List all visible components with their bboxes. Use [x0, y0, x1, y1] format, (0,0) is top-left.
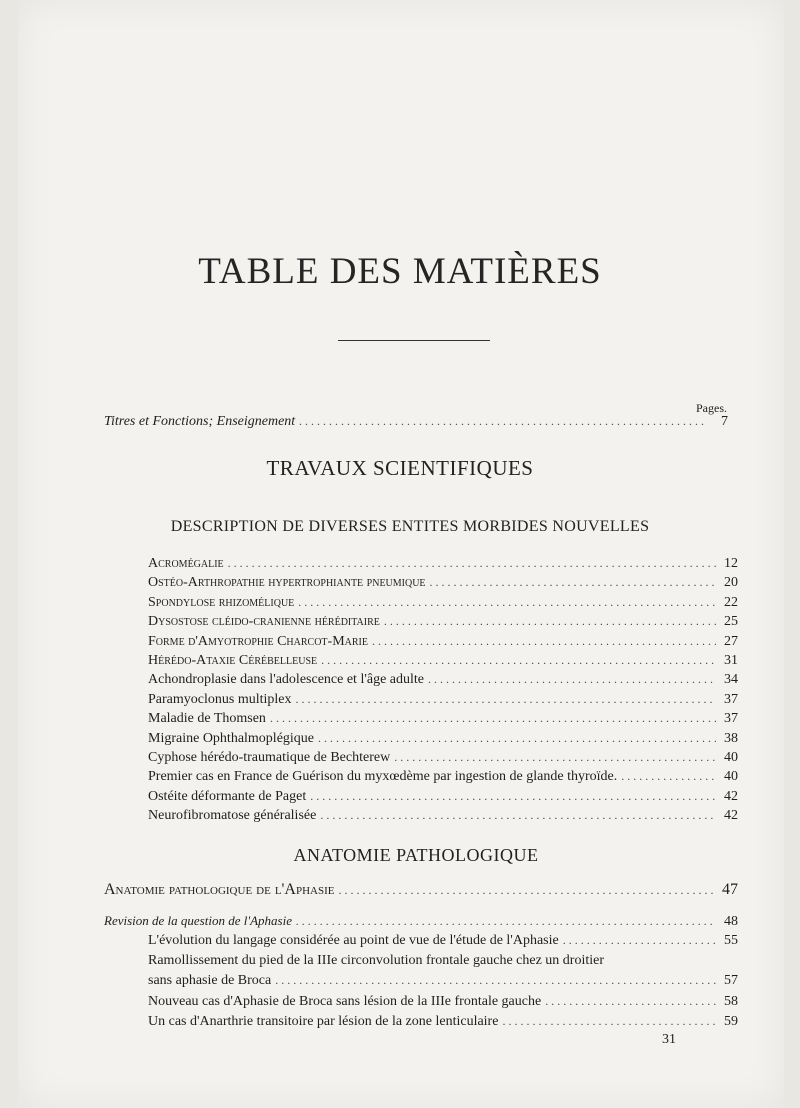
toc-entry-text: Maladie de Thomsen	[148, 711, 266, 727]
leader-dots	[310, 789, 716, 804]
leader-dots	[318, 731, 716, 746]
toc-entry-intro	[104, 414, 728, 430]
leader-dots	[372, 634, 716, 649]
leader-dots	[384, 614, 716, 629]
toc-entry-page: 58	[724, 993, 738, 1009]
leader-dots	[321, 653, 716, 668]
toc-entry-page: 7	[721, 414, 728, 429]
toc-entry-text: Ostéite déformante de Paget	[148, 788, 307, 804]
toc-entry	[148, 789, 738, 805]
toc-entry-page: 20	[724, 575, 738, 591]
leader-dots	[296, 914, 716, 929]
leader-dots	[563, 933, 716, 948]
section-heading-travaux: TRAVAUX SCIENTIFIQUES	[266, 456, 534, 480]
toc-entry	[148, 1014, 738, 1030]
toc-entry	[148, 595, 738, 611]
toc-entry	[148, 634, 738, 650]
toc-entry	[148, 973, 738, 989]
toc-entry-text: Premier cas en France de Guérison du myxœdème par ingestion de glande thyroïde.	[148, 769, 618, 785]
page-title: TABLE DES MATIÈRES	[198, 251, 602, 292]
toc-entry	[148, 731, 738, 747]
toc-entry-page: 25	[724, 614, 738, 630]
toc-entry-page: 42	[724, 788, 738, 804]
leader-dots	[430, 575, 716, 590]
leader-dots	[270, 711, 716, 726]
toc-entry-text: Ramollissement du pied de la IIIe circonvolution frontale gauche chez un droitier	[148, 953, 605, 969]
toc-entry-text: sans aphasie de Broca	[148, 973, 272, 989]
leader-dots	[228, 556, 716, 571]
toc-entry-page: 37	[724, 691, 738, 707]
pages-column-label: Pages.	[696, 401, 727, 415]
leader-dots	[295, 692, 716, 707]
toc-entry	[148, 653, 738, 669]
toc-entry-page: 27	[724, 633, 738, 649]
toc-entry	[148, 692, 738, 708]
toc-entry-page: 47	[722, 881, 738, 898]
leader-dots	[299, 414, 706, 429]
leader-dots	[339, 883, 717, 898]
leader-dots	[428, 672, 716, 687]
toc-entry-page: 38	[724, 730, 738, 746]
toc-entry-text: Nouveau cas d'Aphasie de Broca sans lésion de la IIIe frontale gauche	[148, 993, 542, 1009]
toc-entry	[148, 808, 738, 824]
toc-entry-text: Migraine Ophthalmoplégique	[148, 730, 315, 746]
leader-dots	[545, 994, 716, 1009]
subsection-heading-entites: DESCRIPTION DE DIVERSES ENTITES MORBIDES NOUVELLES	[170, 518, 650, 535]
toc-entry	[148, 953, 738, 969]
toc-entry	[148, 933, 738, 949]
leader-dots	[394, 750, 716, 765]
leader-dots	[502, 1014, 716, 1029]
toc-entry-text: Anatomie pathologique de l'Aphasie	[104, 881, 335, 898]
toc-entry-text: Cyphose hérédo-traumatique de Bechterew	[148, 750, 391, 765]
page-number: 31	[662, 1032, 676, 1047]
title-divider	[338, 340, 490, 341]
toc-entry	[148, 614, 738, 630]
toc-entry-text: Forme d'Amyotrophie Charcot-Marie	[148, 633, 368, 649]
toc-entry-text: Hérédo-Ataxie Cérébelleuse	[148, 653, 318, 668]
toc-entry-page: 57	[724, 973, 738, 989]
toc-entry-page: 22	[724, 594, 738, 610]
toc-entry-text: Spondylose rhizomélique	[148, 594, 295, 610]
toc-entry-page: 31	[724, 653, 738, 668]
section-heading-anatomie: ANATOMIE PATHOLOGIQUE	[293, 845, 539, 865]
toc-entry-page: 12	[724, 556, 738, 571]
toc-entry-anatomie-main	[104, 881, 738, 899]
toc-entry-text: Neurofibromatose généralisée	[148, 808, 317, 824]
toc-entry-text: Titres et Fonctions; Enseignement	[104, 414, 296, 429]
toc-entry-page: 37	[724, 711, 738, 727]
toc-entry	[148, 575, 738, 591]
toc-entry-text: Ostéo-Arthropathie hypertrophiante pneumique	[148, 575, 426, 591]
toc-entry-page: 59	[724, 1013, 738, 1029]
toc-entry-text: Acromégalie	[148, 556, 224, 571]
toc-entry	[148, 750, 738, 766]
toc-entry-page: 55	[724, 933, 738, 948]
leader-dots	[320, 808, 716, 823]
leader-dots	[298, 595, 716, 610]
toc-entry	[148, 769, 738, 785]
toc-entry	[148, 556, 738, 572]
toc-entry-text: L'évolution du langage considérée au point de vue de l'étude de l'Aphasie	[148, 933, 559, 948]
toc-entry-page: 48	[724, 914, 738, 929]
leader-dots	[621, 769, 716, 784]
leader-dots	[275, 973, 716, 988]
toc-entry-text: Achondroplasie dans l'adolescence et l'âge adulte	[148, 672, 424, 688]
toc-entry-revision	[104, 913, 738, 930]
toc-entry-page: 42	[724, 808, 738, 824]
toc-entry-text: Dysostose cléido-cranienne héréditaire	[148, 614, 380, 630]
toc-entry-text: Un cas d'Anarthrie transitoire par lésion de la zone lenticulaire	[148, 1013, 499, 1029]
toc-entry-text: Revision de la question de l'Aphasie	[104, 913, 292, 928]
toc-entry	[148, 994, 738, 1010]
toc-entry-page: 40	[724, 750, 738, 765]
toc-entry	[148, 711, 738, 727]
toc-entry	[148, 672, 738, 688]
toc-entry-text: Paramyoclonus multiplex	[148, 691, 292, 707]
toc-entry-page: 40	[724, 769, 738, 785]
toc-entry-page: 34	[724, 672, 738, 688]
